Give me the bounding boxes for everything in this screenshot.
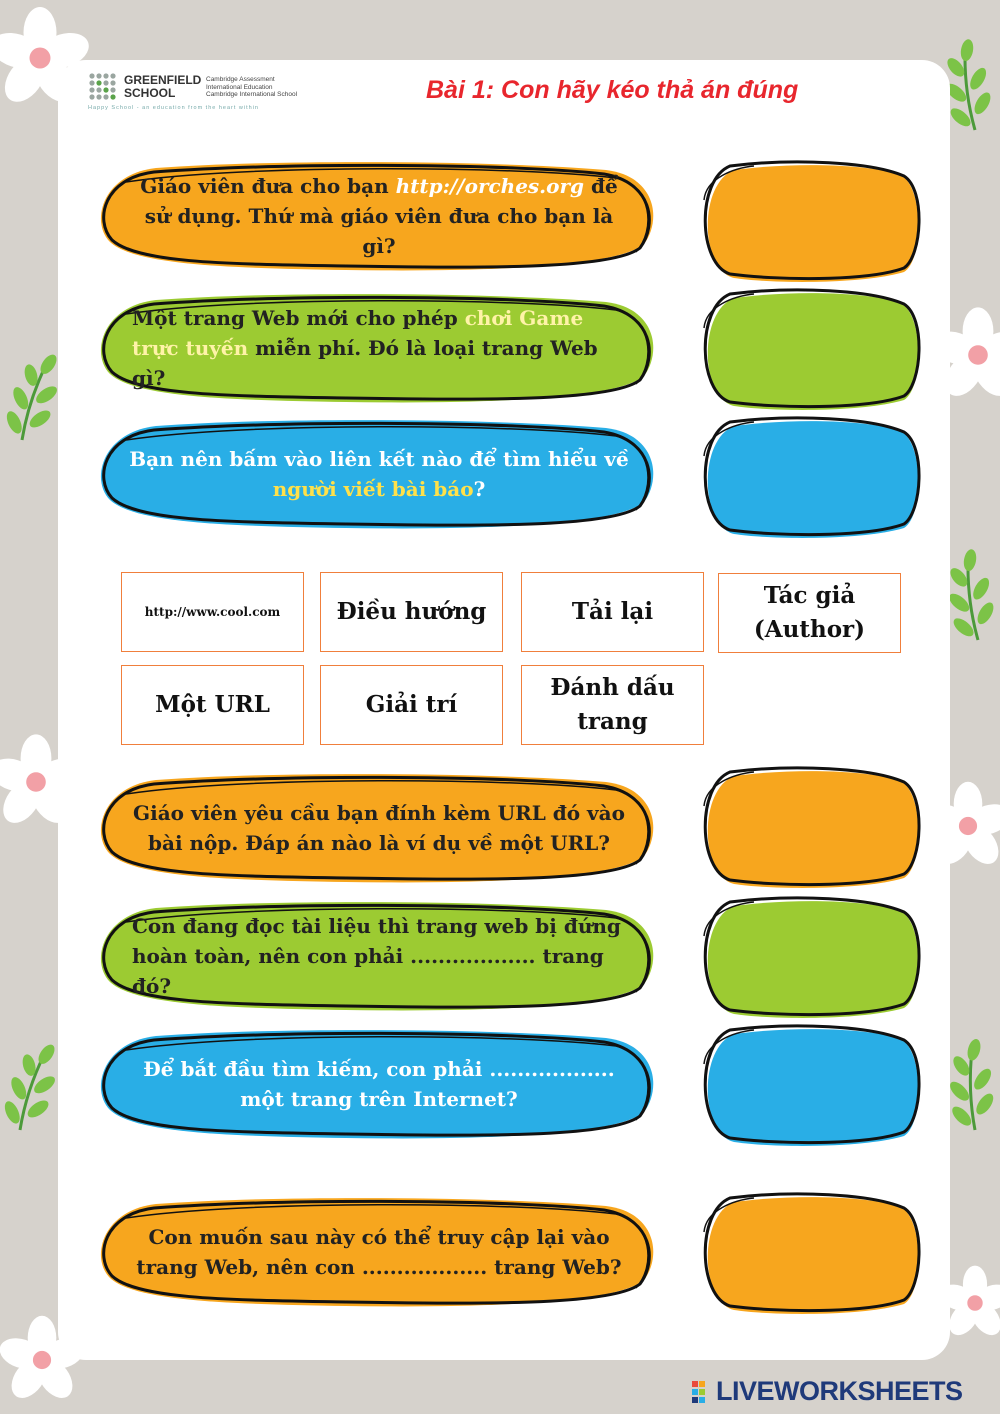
question-text	[126, 900, 632, 1012]
liveworksheets-logo-icon	[692, 1381, 712, 1403]
answer-tile-author[interactable]: Tác giả (Author)	[718, 573, 901, 653]
question-highlight: chơi Game trực tuyến	[132, 306, 584, 360]
question-text-part: Bạn nên bấm vào liên kết nào để tìm hiểu về	[129, 447, 629, 471]
school-tagline: Happy School - an education from the heart within	[88, 105, 259, 111]
answer-drop-zone-7[interactable]	[694, 1192, 926, 1320]
question-text	[126, 1028, 632, 1140]
answer-tile-url-example[interactable]: http://www.cool.com	[121, 572, 304, 652]
answer-drop-zone-3[interactable]	[694, 416, 926, 544]
answer-drop-zone-5[interactable]	[694, 896, 926, 1024]
answer-tile-navigation[interactable]: Điều hướng	[320, 572, 503, 652]
drop-zone-shape	[694, 416, 926, 544]
question-3	[96, 418, 662, 530]
drop-zone-shape	[694, 160, 926, 288]
question-text	[126, 1196, 632, 1308]
question-text	[126, 772, 632, 884]
question-7	[96, 1196, 662, 1308]
question-5	[96, 900, 662, 1012]
question-text-part: Con muốn sau này có thể truy cập lại vào trang Web, nên con .................. trang Web?	[136, 1225, 622, 1279]
school-logo	[88, 70, 298, 114]
partner-name: Cambridge Assessment International Education Cambridge International School	[206, 76, 298, 98]
question-text-part: Giáo viên yêu cầu bạn đính kèm URL đó vào bài nộp. Đáp án nào là ví dụ về một URL?	[133, 801, 625, 855]
question-text	[126, 418, 632, 530]
question-highlight: người viết bài báo	[272, 477, 474, 501]
question-text-part: miễn phí. Đó là loại trang Web gì?	[132, 336, 598, 390]
answer-tile-bookmark[interactable]: Đánh dấu trang	[521, 665, 704, 745]
answer-tile-entertainment[interactable]: Giải trí	[320, 665, 503, 745]
answer-drop-zone-1[interactable]	[694, 160, 926, 288]
question-highlight: http://orches.org	[395, 174, 585, 198]
question-text-part: ?	[473, 477, 486, 501]
answer-drop-zone-2[interactable]	[694, 288, 926, 416]
question-text	[126, 160, 632, 272]
drop-zone-shape	[694, 288, 926, 416]
school-name: GREENFIELD SCHOOL	[124, 73, 202, 100]
question-text-part: để sử dụng. Thứ mà giáo viên đưa cho bạn là gì?	[144, 174, 618, 258]
question-text-part: Con đang đọc tài liệu thì trang web bị đứng hoàn toàn, nên con phải .................. trang đó?	[132, 914, 621, 998]
drop-zone-shape	[694, 896, 926, 1024]
answer-tile-reload[interactable]: Tải lại	[521, 572, 704, 652]
dots-logo-icon	[88, 72, 118, 102]
page-title: Bài 1: Con hãy kéo thả án đúng	[426, 76, 799, 104]
question-6	[96, 1028, 662, 1140]
question-text-part: Giáo viên đưa cho bạn	[140, 174, 396, 198]
answer-drop-zone-4[interactable]	[694, 766, 926, 894]
footer-brand	[692, 1376, 963, 1407]
question-text-part: Một trang Web mới cho phép	[132, 306, 465, 330]
liveworksheets-brand: LIVEWORKSHEETS	[716, 1376, 963, 1406]
question-text	[126, 292, 632, 404]
question-1	[96, 160, 662, 272]
answer-drop-zone-6[interactable]	[694, 1024, 926, 1152]
drop-zone-shape	[694, 1192, 926, 1320]
answer-tile-a-url[interactable]: Một URL	[121, 665, 304, 745]
drop-zone-shape	[694, 766, 926, 894]
question-4	[96, 772, 662, 884]
question-text-part: Để bắt đầu tìm kiếm, con phải .................. một trang trên Internet?	[143, 1057, 615, 1111]
drop-zone-shape	[694, 1024, 926, 1152]
question-2	[96, 292, 662, 404]
